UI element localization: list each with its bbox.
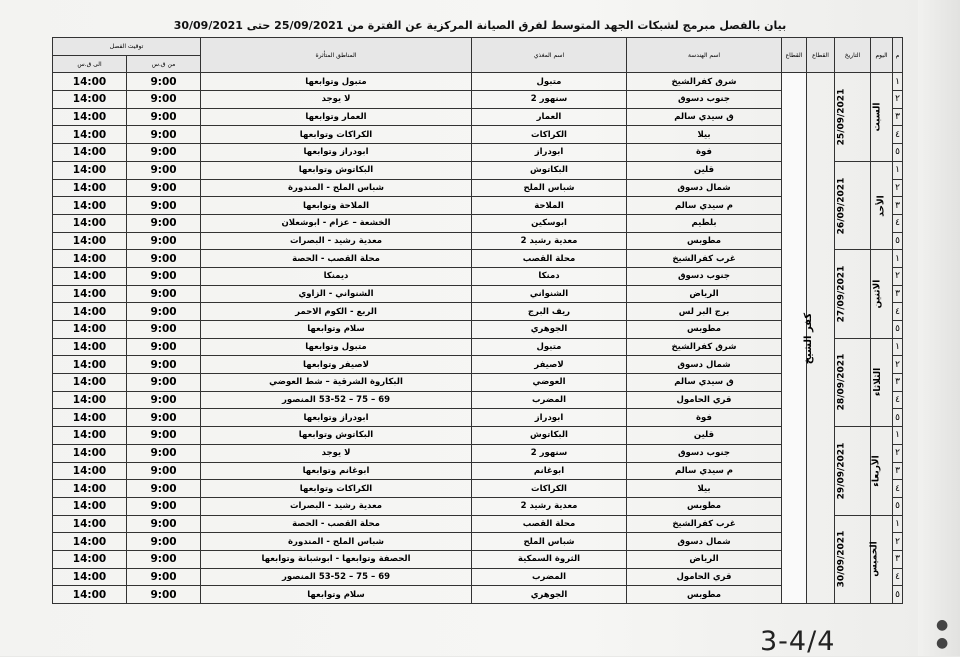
row-index-cell: ١ <box>893 515 903 533</box>
row-index-cell: ٤ <box>893 391 903 409</box>
time-to-cell: 14:00 <box>53 73 127 91</box>
header-index: م <box>893 38 903 73</box>
day-cell <box>871 161 893 249</box>
time-to-cell: 14:00 <box>53 427 127 445</box>
time-to-cell: 14:00 <box>53 568 127 586</box>
areas-cell: البكاروة الشرقية – شط العوضي <box>201 374 472 392</box>
time-from-cell: 9:00 <box>127 550 201 568</box>
row-index-cell: ٣ <box>893 197 903 215</box>
table-row <box>53 480 903 498</box>
areas-cell: لا يوجد <box>201 444 472 462</box>
feeder-cell: العوضي <box>472 374 627 392</box>
engineering-cell: شمال دسوق <box>627 179 782 197</box>
engineering-cell: شرق كفرالشيخ <box>627 73 782 91</box>
date-label: 25/09/2021 <box>836 88 847 146</box>
table-row <box>53 568 903 586</box>
feeder-cell: المضرب <box>472 391 627 409</box>
table-row <box>53 91 903 109</box>
row-index-cell: ٤ <box>893 214 903 232</box>
engineering-cell: برج البر لس <box>627 303 782 321</box>
time-from-cell: 9:00 <box>127 161 201 179</box>
row-index-cell: ٤ <box>893 126 903 144</box>
areas-cell: ابوغانم وتوابعها <box>201 462 472 480</box>
row-index-cell: ٣ <box>893 108 903 126</box>
row-index-cell: ٥ <box>893 144 903 162</box>
feeder-cell: متبول <box>472 73 627 91</box>
areas-cell: الحصفة وتوابعها - ابوشبانة وتوابعها <box>201 550 472 568</box>
engineering-cell: شرق كفرالشيخ <box>627 338 782 356</box>
row-index-cell: ١ <box>893 427 903 445</box>
row-index-cell: ٤ <box>893 480 903 498</box>
day-label: السبت <box>872 102 883 132</box>
row-index-cell: ٣ <box>893 462 903 480</box>
engineering-cell: جنوب دسوق <box>627 444 782 462</box>
time-from-cell: 9:00 <box>127 108 201 126</box>
header-sector-blank: القطاع <box>782 38 807 73</box>
header-from: من ق.س <box>127 55 201 73</box>
day-cell <box>871 338 893 426</box>
row-index-cell: ٢ <box>893 91 903 109</box>
table-row <box>53 126 903 144</box>
table-row <box>53 356 903 374</box>
time-to-cell: 14:00 <box>53 179 127 197</box>
time-from-cell: 9:00 <box>127 409 201 427</box>
time-to-cell: 14:00 <box>53 214 127 232</box>
day-label: الأحد <box>876 194 887 217</box>
table-row <box>53 197 903 215</box>
time-to-cell: 14:00 <box>53 91 127 109</box>
table-row <box>53 462 903 480</box>
areas-cell: سلام وتوابعها <box>201 321 472 339</box>
time-from-cell: 9:00 <box>127 374 201 392</box>
table-row <box>53 250 903 268</box>
sector-label: كفر الشيخ <box>802 312 814 364</box>
feeder-cell: سنهور 2 <box>472 91 627 109</box>
feeder-cell: البكاتوش <box>472 161 627 179</box>
engineering-cell: مطوبس <box>627 497 782 515</box>
header-day: اليوم <box>871 38 893 73</box>
engineering-cell: الرياض <box>627 285 782 303</box>
table-row <box>53 214 903 232</box>
areas-cell: لا يوجد <box>201 91 472 109</box>
time-to-cell: 14:00 <box>53 267 127 285</box>
areas-cell: متبول وتوابعها <box>201 73 472 91</box>
areas-cell: الخشعة – عزام - ابوشعلان <box>201 214 472 232</box>
engineering-cell: مطوبس <box>627 232 782 250</box>
time-from-cell: 9:00 <box>127 338 201 356</box>
date-label: 26/09/2021 <box>836 177 847 234</box>
row-index-cell: ٣ <box>893 550 903 568</box>
areas-cell: الكراكات وتوابعها <box>201 126 472 144</box>
day-cell <box>871 515 893 603</box>
time-to-cell: 14:00 <box>53 232 127 250</box>
page-edge <box>918 0 960 656</box>
time-from-cell: 9:00 <box>127 179 201 197</box>
time-from-cell: 9:00 <box>127 497 201 515</box>
vertical-dots-icon[interactable]: ● ● <box>936 617 949 651</box>
feeder-cell: محلة القصب <box>472 515 627 533</box>
table-row <box>53 338 903 356</box>
areas-cell: لاصيفر وتوابعها <box>201 356 472 374</box>
table-row <box>53 444 903 462</box>
time-to-cell: 14:00 <box>53 391 127 409</box>
feeder-cell: الملاحة <box>472 197 627 215</box>
page-number: 3-4/4 <box>760 626 836 657</box>
engineering-cell: غرب كفرالشيخ <box>627 250 782 268</box>
row-index-cell: ٥ <box>893 497 903 515</box>
time-from-cell: 9:00 <box>127 126 201 144</box>
time-to-cell: 14:00 <box>53 161 127 179</box>
time-from-cell: 9:00 <box>127 356 201 374</box>
header-engineering: اسم الهندسة <box>627 38 782 73</box>
time-from-cell: 9:00 <box>127 267 201 285</box>
time-to-cell: 14:00 <box>53 374 127 392</box>
feeder-cell: الكراكات <box>472 126 627 144</box>
engineering-cell: شمال دسوق <box>627 356 782 374</box>
row-index-cell: ١ <box>893 161 903 179</box>
feeder-cell: الجوهري <box>472 586 627 604</box>
time-to-cell: 14:00 <box>53 444 127 462</box>
feeder-cell: الكراكات <box>472 480 627 498</box>
row-index-cell: ١ <box>893 338 903 356</box>
engineering-cell: فوة <box>627 144 782 162</box>
areas-cell: معدية رشيد - البصرات <box>201 497 472 515</box>
areas-cell: معدية رشيد - البصرات <box>201 232 472 250</box>
table-row <box>53 586 903 604</box>
row-index-cell: ٥ <box>893 409 903 427</box>
engineering-cell: بيلا <box>627 126 782 144</box>
feeder-cell: شباس الملح <box>472 179 627 197</box>
table-row <box>53 108 903 126</box>
areas-cell: الشنواني - الزاوي <box>201 285 472 303</box>
time-to-cell: 14:00 <box>53 533 127 551</box>
time-from-cell: 9:00 <box>127 197 201 215</box>
time-to-cell: 14:00 <box>53 480 127 498</box>
header-feeder: اسم المغذي <box>472 38 627 73</box>
feeder-cell: شباس الملح <box>472 533 627 551</box>
feeder-cell: الشنواني <box>472 285 627 303</box>
time-from-cell: 9:00 <box>127 515 201 533</box>
time-to-cell: 14:00 <box>53 356 127 374</box>
date-label: 28/09/2021 <box>836 354 847 411</box>
time-to-cell: 14:00 <box>53 338 127 356</box>
time-to-cell: 14:00 <box>53 462 127 480</box>
engineering-cell: ق سيدي سالم <box>627 108 782 126</box>
engineering-cell: شمال دسوق <box>627 533 782 551</box>
areas-cell: شباس الملح - المندورة <box>201 533 472 551</box>
time-from-cell: 9:00 <box>127 321 201 339</box>
table-header-row <box>53 38 903 56</box>
table-row <box>53 232 903 250</box>
feeder-cell: ريف البرج <box>472 303 627 321</box>
row-index-cell: ٥ <box>893 232 903 250</box>
table-row <box>53 303 903 321</box>
sector-cell <box>802 73 835 604</box>
table-row <box>53 374 903 392</box>
engineering-cell: غرب كفرالشيخ <box>627 515 782 533</box>
feeder-cell: ابودراز <box>472 144 627 162</box>
engineering-cell: م سيدي سالم <box>627 462 782 480</box>
time-from-cell: 9:00 <box>127 232 201 250</box>
time-from-cell: 9:00 <box>127 144 201 162</box>
areas-cell: الملاحة وتوابعها <box>201 197 472 215</box>
row-index-cell: ٥ <box>893 321 903 339</box>
header-areas: المناطق المتأثرة <box>201 38 472 73</box>
date-label: 29/09/2021 <box>836 442 847 500</box>
document-title: بيان بالفصل مبرمج لشبكات الجهد المتوسط لفرق الصيانة المركزية عن الفترة من 25/09/2021 حتى 30/09/2021 <box>173 19 787 32</box>
row-index-cell: ٢ <box>893 179 903 197</box>
areas-cell: الكراكات وتوابعها <box>201 480 472 498</box>
feeder-cell: معدية رشيد 2 <box>472 232 627 250</box>
time-from-cell: 9:00 <box>127 568 201 586</box>
row-index-cell: ٣ <box>893 374 903 392</box>
feeder-cell: لاصيفر <box>472 356 627 374</box>
engineering-cell: قري الحامول <box>627 568 782 586</box>
engineering-cell: بلطيم <box>627 214 782 232</box>
day-cell <box>871 427 893 515</box>
table-row <box>53 533 903 551</box>
engineering-cell: مطوبس <box>627 586 782 604</box>
engineering-cell: قري الحامول <box>627 391 782 409</box>
table-row <box>53 550 903 568</box>
feeder-cell: ابوسكين <box>472 214 627 232</box>
feeder-cell: معدية رشيد 2 <box>472 497 627 515</box>
time-from-cell: 9:00 <box>127 444 201 462</box>
table-row <box>53 285 903 303</box>
date-cell <box>835 161 871 249</box>
areas-cell: العمار وتوابعها <box>201 108 472 126</box>
table-row <box>53 497 903 515</box>
row-index-cell: ٢ <box>893 533 903 551</box>
areas-cell: البكاتوش وتوابعها <box>201 427 472 445</box>
feeder-cell: ابودراز <box>472 409 627 427</box>
areas-cell: ابودراز وتوابعها <box>201 144 472 162</box>
areas-cell: محلة القصب - الحصة <box>201 515 472 533</box>
time-from-cell: 9:00 <box>127 462 201 480</box>
time-to-cell: 14:00 <box>53 250 127 268</box>
feeder-cell: ابوغانم <box>472 462 627 480</box>
feeder-cell: العمار <box>472 108 627 126</box>
date-label: 27/09/2021 <box>836 265 847 323</box>
row-index-cell: ١ <box>893 73 903 91</box>
areas-cell: 69 – 75 – 53-52 المنصور <box>201 391 472 409</box>
time-to-cell: 14:00 <box>53 409 127 427</box>
feeder-cell: دمنكا <box>472 267 627 285</box>
areas-cell: محلة القصب - الحصة <box>201 250 472 268</box>
areas-cell: متبول وتوابعها <box>201 338 472 356</box>
time-from-cell: 9:00 <box>127 73 201 91</box>
table-row <box>53 427 903 445</box>
time-from-cell: 9:00 <box>127 303 201 321</box>
feeder-cell: متبول <box>472 338 627 356</box>
time-from-cell: 9:00 <box>127 391 201 409</box>
engineering-cell: ق سيدي سالم <box>627 374 782 392</box>
time-to-cell: 14:00 <box>53 303 127 321</box>
table-row <box>53 321 903 339</box>
time-to-cell: 14:00 <box>53 321 127 339</box>
areas-cell: الربع - الكوم الاحمر <box>201 303 472 321</box>
table-row <box>53 144 903 162</box>
time-from-cell: 9:00 <box>127 214 201 232</box>
table-row <box>53 73 903 91</box>
time-to-cell: 14:00 <box>53 586 127 604</box>
row-index-cell: ٤ <box>893 568 903 586</box>
day-cell <box>871 250 893 338</box>
areas-cell: البكاتوش وتوابعها <box>201 161 472 179</box>
row-index-cell: ٥ <box>893 586 903 604</box>
table-row <box>53 391 903 409</box>
areas-cell: 69 – 75 – 53-52 المنصور <box>201 568 472 586</box>
time-from-cell: 9:00 <box>127 480 201 498</box>
feeder-cell: البكاتوش <box>472 427 627 445</box>
feeder-cell: الثروة السمكية <box>472 550 627 568</box>
header-date: التاريخ <box>835 38 871 73</box>
table-row <box>53 161 903 179</box>
day-label: الاثنين <box>872 279 883 309</box>
time-to-cell: 14:00 <box>53 126 127 144</box>
date-label: 30/09/2021 <box>836 530 847 588</box>
schedule-table <box>52 37 903 604</box>
engineering-cell: فوة <box>627 409 782 427</box>
engineering-cell: م سيدي سالم <box>627 197 782 215</box>
engineering-cell: جنوب دسوق <box>627 267 782 285</box>
time-to-cell: 14:00 <box>53 550 127 568</box>
table-row <box>53 267 903 285</box>
engineering-cell: الرياض <box>627 550 782 568</box>
row-index-cell: ٢ <box>893 444 903 462</box>
time-from-cell: 9:00 <box>127 285 201 303</box>
time-from-cell: 9:00 <box>127 533 201 551</box>
time-from-cell: 9:00 <box>127 250 201 268</box>
time-to-cell: 14:00 <box>53 197 127 215</box>
row-index-cell: ١ <box>893 250 903 268</box>
time-from-cell: 9:00 <box>127 91 201 109</box>
table-row <box>53 515 903 533</box>
row-index-cell: ٢ <box>893 356 903 374</box>
time-from-cell: 9:00 <box>127 427 201 445</box>
feeder-cell: سنهور 2 <box>472 444 627 462</box>
time-to-cell: 14:00 <box>53 108 127 126</box>
time-to-cell: 14:00 <box>53 515 127 533</box>
table-body <box>53 73 903 604</box>
time-to-cell: 14:00 <box>53 285 127 303</box>
row-index-cell: ٢ <box>893 267 903 285</box>
header-sector: القطاع <box>807 38 835 73</box>
day-label: الخميس <box>869 541 880 577</box>
engineering-cell: مطوبس <box>627 321 782 339</box>
areas-cell: شباس الملح - المندورة <box>201 179 472 197</box>
engineering-cell: بيلا <box>627 480 782 498</box>
header-to: الى ق.س <box>53 55 127 73</box>
day-label: الثلاثاء <box>872 368 883 397</box>
row-index-cell: ٤ <box>893 303 903 321</box>
table-row <box>53 409 903 427</box>
feeder-cell: محلة القصب <box>472 250 627 268</box>
feeder-cell: الجوهري <box>472 321 627 339</box>
feeder-cell: المضرب <box>472 568 627 586</box>
day-cell <box>871 73 893 161</box>
areas-cell: سلام وتوابعها <box>201 586 472 604</box>
day-label: الأربعاء <box>871 455 882 487</box>
time-from-cell: 9:00 <box>127 586 201 604</box>
time-to-cell: 14:00 <box>53 497 127 515</box>
table-row <box>53 179 903 197</box>
engineering-cell: قلين <box>627 427 782 445</box>
row-index-cell: ٣ <box>893 285 903 303</box>
areas-cell: ابودراز وتوابعها <box>201 409 472 427</box>
areas-cell: ديمنكا <box>201 267 472 285</box>
time-to-cell: 14:00 <box>53 144 127 162</box>
engineering-cell: قلين <box>627 161 782 179</box>
header-time-group: توقيت الفصل <box>53 38 201 56</box>
engineering-cell: جنوب دسوق <box>627 91 782 109</box>
